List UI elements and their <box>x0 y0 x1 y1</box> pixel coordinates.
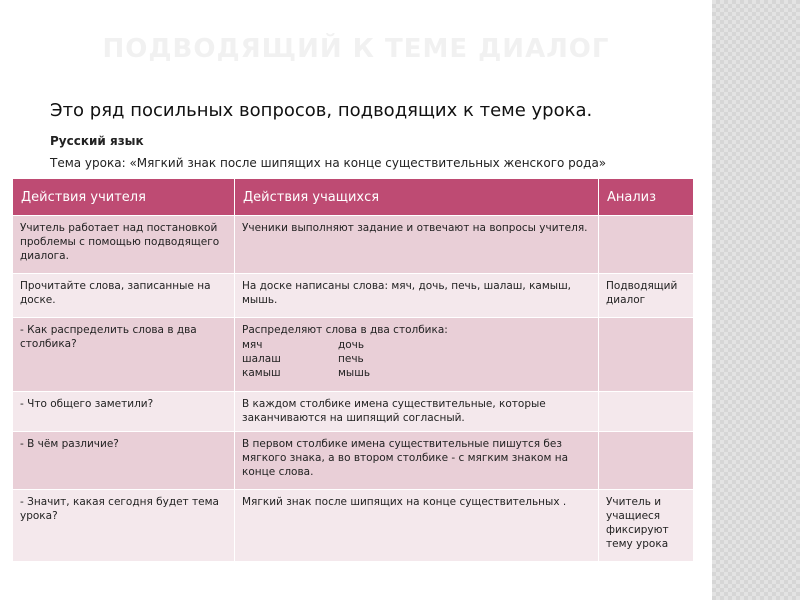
students-cell: На доске написаны слова: мяч, дочь, печь, шалаш, камыш, мышь. <box>235 274 599 318</box>
students-cell <box>235 318 599 392</box>
word-left: шалаш <box>242 353 281 365</box>
teacher-cell: Прочитайте слова, записанные на доске. <box>13 274 235 318</box>
table-row <box>13 274 694 318</box>
lesson-table <box>12 178 694 562</box>
word-right: печь <box>338 353 364 365</box>
word-row <box>242 366 591 380</box>
teacher-cell: - В чём различие? <box>13 432 235 490</box>
analysis-cell: Учитель и учащиеся фиксируют тему урока <box>599 490 694 562</box>
header-analysis: Анализ <box>599 179 694 216</box>
analysis-cell <box>599 318 694 392</box>
slide-title: ПОДВОДЯЩИЙ К ТЕМЕ ДИАЛОГ <box>102 34 610 64</box>
word-row <box>242 338 591 352</box>
table-row <box>13 490 694 562</box>
word-left: камыш <box>242 367 281 379</box>
decorative-side-panel <box>712 0 800 600</box>
students-cell: В каждом столбике имена существительные, которые заканчиваются на шипящий согласный. <box>235 392 599 432</box>
table-header-row <box>13 179 694 216</box>
analysis-cell: Подводящий диалог <box>599 274 694 318</box>
word-left: мяч <box>242 339 263 351</box>
students-cell: В первом столбике имена существительные пишутся без мягкого знака, а во втором столбике - с мягким знаком на конце слова. <box>235 432 599 490</box>
word-columns <box>242 338 591 380</box>
word-row <box>242 352 591 366</box>
analysis-cell <box>599 432 694 490</box>
lead-text: Это ряд посильных вопросов, подводящих к теме урока. <box>50 100 593 121</box>
analysis-cell <box>599 216 694 274</box>
subject-label: Русский язык <box>50 134 144 148</box>
table-row <box>13 392 694 432</box>
table-row <box>13 216 694 274</box>
teacher-cell: - Как распределить слова в два столбика? <box>13 318 235 392</box>
students-text: Распределяют слова в два столбика: <box>242 324 448 336</box>
header-student-actions: Действия учащихся <box>235 179 599 216</box>
table-row <box>13 432 694 490</box>
lesson-topic: Тема урока: «Мягкий знак после шипящих на конце существительных женского рода» <box>50 156 607 170</box>
teacher-cell: - Значит, какая сегодня будет тема урока? <box>13 490 235 562</box>
teacher-cell: Учитель работает над постановкой проблемы с помощью подводящего диалога. <box>13 216 235 274</box>
word-right: мышь <box>338 367 371 379</box>
header-teacher-actions: Действия учителя <box>13 179 235 216</box>
teacher-cell: - Что общего заметили? <box>13 392 235 432</box>
table-row <box>13 318 694 392</box>
students-cell: Мягкий знак после шипящих на конце существительных . <box>235 490 599 562</box>
word-right: дочь <box>338 339 365 351</box>
analysis-cell <box>599 392 694 432</box>
students-cell: Ученики выполняют задание и отвечают на вопросы учителя. <box>235 216 599 274</box>
